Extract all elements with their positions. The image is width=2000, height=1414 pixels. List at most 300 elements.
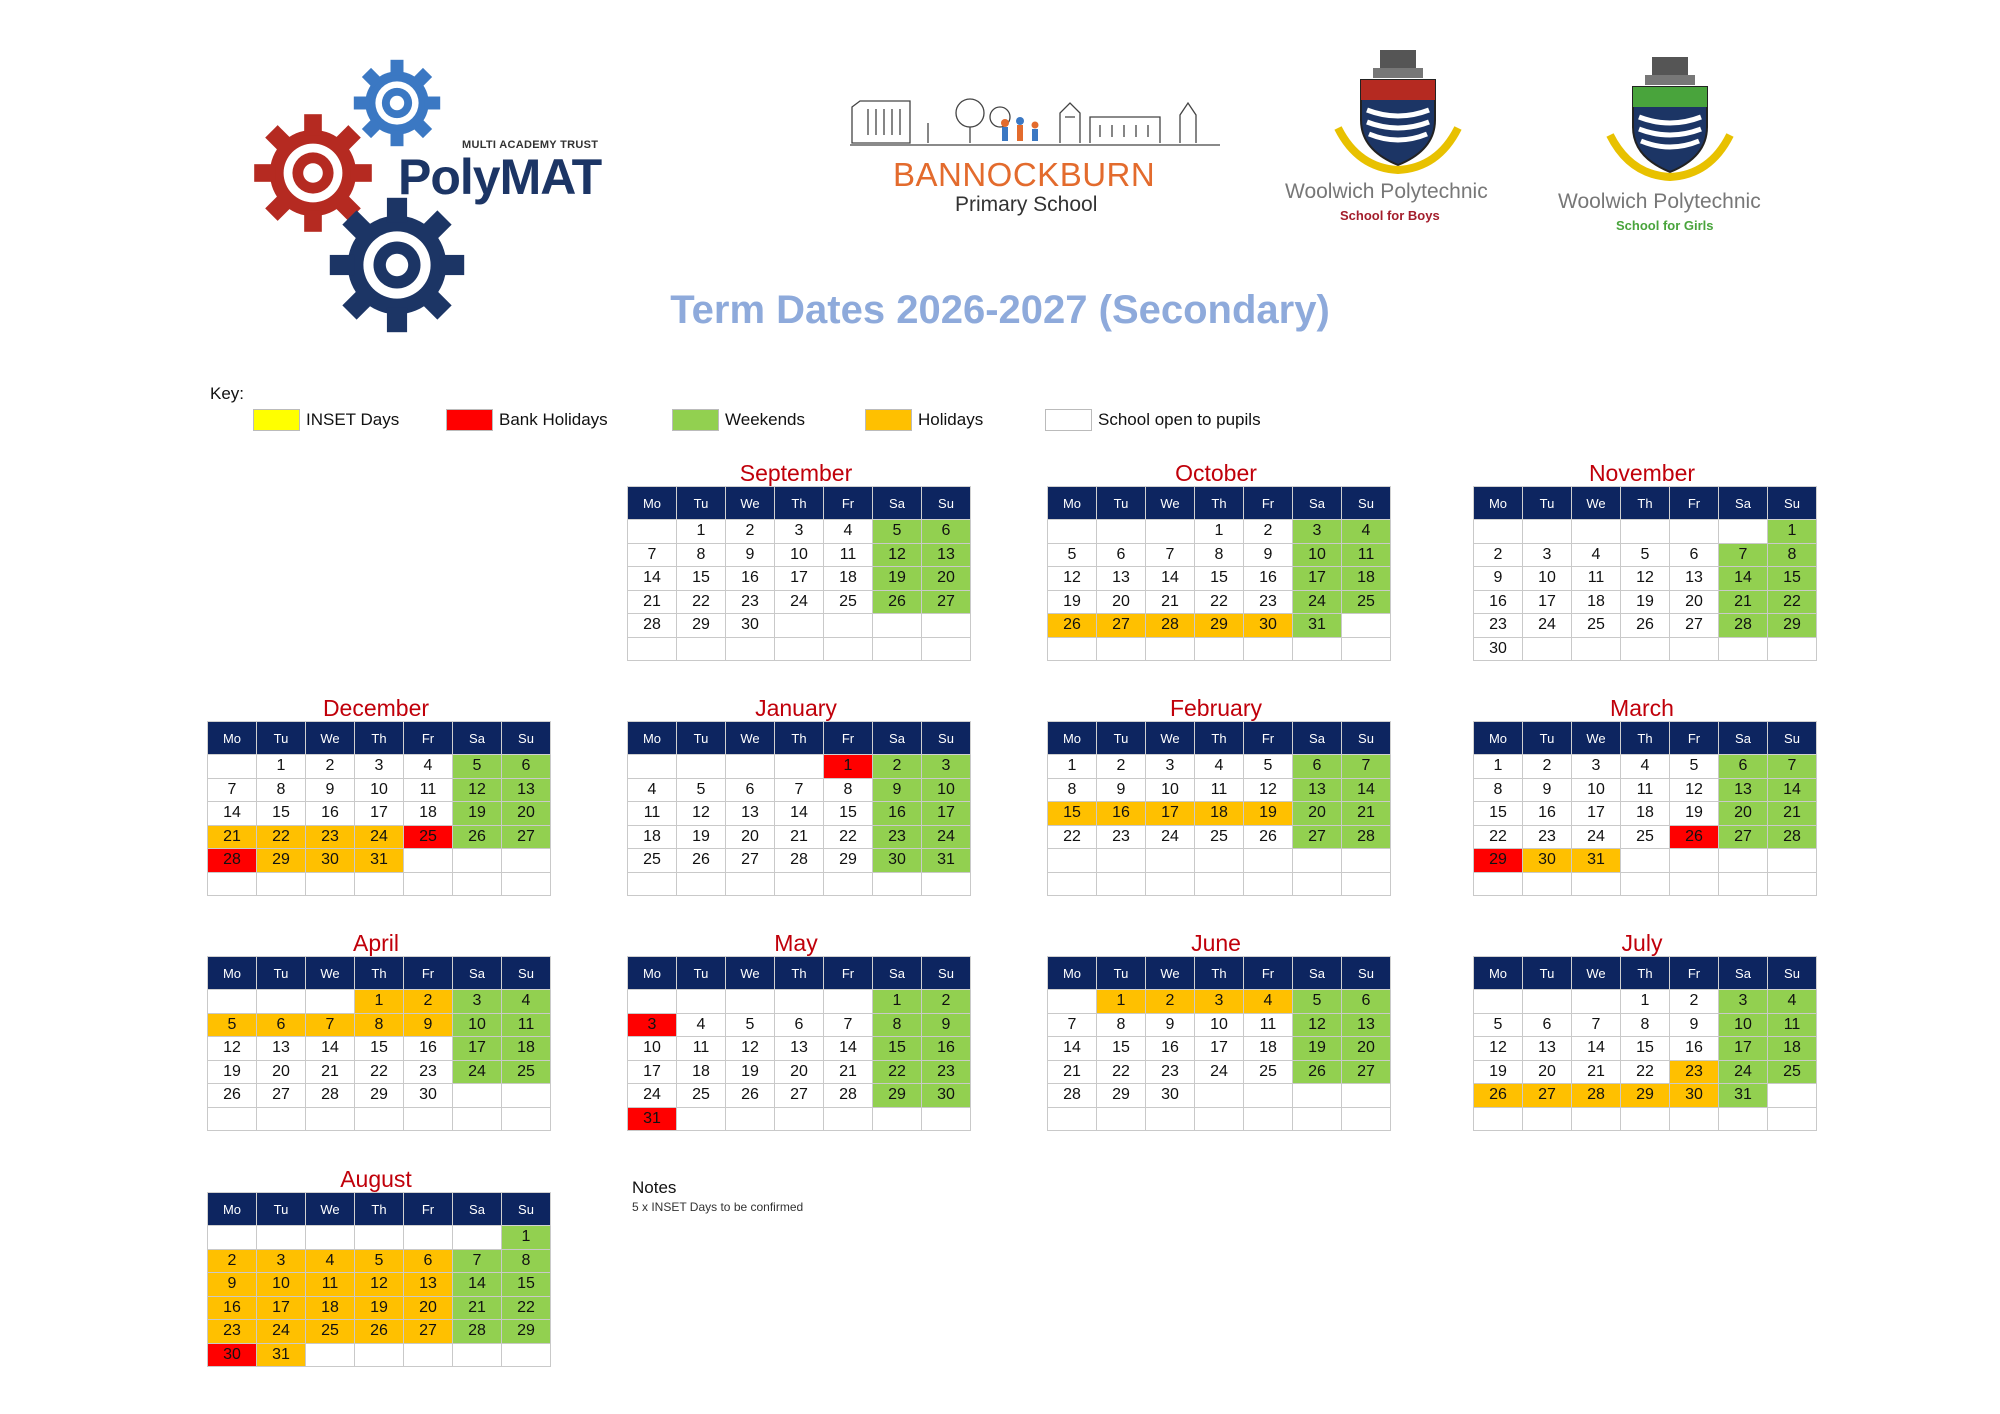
day-cell: 26 (677, 849, 726, 873)
weekday-header: Tu (677, 487, 726, 520)
day-cell: 16 (922, 1037, 971, 1061)
day-cell: 17 (1572, 802, 1621, 826)
day-cell: 5 (208, 1013, 257, 1037)
day-cell (1048, 520, 1097, 544)
day-cell: 31 (355, 849, 404, 873)
day-cell: 30 (1146, 1084, 1195, 1108)
day-cell: 24 (453, 1060, 502, 1084)
week-row (628, 1037, 971, 1061)
week-row (1048, 990, 1391, 1014)
day-cell: 2 (1670, 990, 1719, 1014)
day-cell (355, 1107, 404, 1131)
day-cell: 20 (257, 1060, 306, 1084)
day-cell (1244, 637, 1293, 661)
woolwich-girls-logo-text: Woolwich Polytechnic (1558, 190, 1761, 213)
day-cell (1719, 849, 1768, 873)
weekday-header: Su (1342, 487, 1391, 520)
page-title: Term Dates 2026-2027 (Secondary) (670, 288, 1330, 332)
day-cell (1572, 520, 1621, 544)
weekday-header: Th (355, 722, 404, 755)
day-cell: 26 (1474, 1084, 1523, 1108)
day-cell (208, 990, 257, 1014)
day-cell: 29 (1195, 614, 1244, 638)
day-cell: 12 (208, 1037, 257, 1061)
day-cell (628, 637, 677, 661)
weekday-header: Sa (1719, 957, 1768, 990)
day-cell: 9 (726, 543, 775, 567)
day-cell: 12 (873, 543, 922, 567)
day-cell (208, 1107, 257, 1131)
week-row (1048, 1107, 1391, 1131)
day-cell: 25 (1768, 1060, 1817, 1084)
weekday-header: We (1146, 957, 1195, 990)
day-cell: 14 (1768, 778, 1817, 802)
day-cell: 12 (355, 1273, 404, 1297)
day-cell (1342, 872, 1391, 896)
day-cell: 29 (1768, 614, 1817, 638)
day-cell: 2 (1146, 990, 1195, 1014)
day-cell: 22 (873, 1060, 922, 1084)
day-cell: 11 (1572, 567, 1621, 591)
day-cell (404, 1107, 453, 1131)
weekday-header: Th (775, 957, 824, 990)
day-cell: 20 (1670, 590, 1719, 614)
week-row (208, 1060, 551, 1084)
day-cell: 13 (1293, 778, 1342, 802)
day-cell (453, 1107, 502, 1131)
week-row (1474, 1060, 1817, 1084)
day-cell: 18 (502, 1037, 551, 1061)
day-cell: 27 (1719, 825, 1768, 849)
day-cell: 31 (257, 1343, 306, 1367)
day-cell (775, 637, 824, 661)
day-cell (1719, 520, 1768, 544)
key-item-label: Weekends (725, 410, 806, 429)
weekday-header: Sa (873, 722, 922, 755)
day-cell: 28 (1146, 614, 1195, 638)
day-cell (306, 1226, 355, 1250)
day-cell: 20 (726, 825, 775, 849)
day-cell: 4 (628, 778, 677, 802)
day-cell (208, 755, 257, 779)
week-row (1048, 637, 1391, 661)
day-cell (1342, 1107, 1391, 1131)
day-cell: 8 (1195, 543, 1244, 567)
weekday-header: Sa (1719, 487, 1768, 520)
weekday-header: Mo (1474, 957, 1523, 990)
day-cell: 11 (1621, 778, 1670, 802)
day-cell (355, 1343, 404, 1367)
day-cell (502, 1107, 551, 1131)
woolwich-boys-crest-icon (1333, 48, 1463, 178)
day-cell: 27 (257, 1084, 306, 1108)
week-row (1474, 590, 1817, 614)
week-row (1474, 990, 1817, 1014)
day-cell: 7 (824, 1013, 873, 1037)
woolwich-girls-crest-icon (1605, 55, 1735, 185)
week-row (1048, 755, 1391, 779)
month-title: November (1588, 460, 1696, 486)
day-cell: 3 (1572, 755, 1621, 779)
weekday-header: Fr (824, 957, 873, 990)
weekday-header: We (306, 722, 355, 755)
day-cell: 8 (1097, 1013, 1146, 1037)
weekday-header: We (726, 487, 775, 520)
day-cell: 22 (355, 1060, 404, 1084)
day-cell: 27 (726, 849, 775, 873)
day-cell: 3 (775, 520, 824, 544)
day-cell: 24 (1523, 614, 1572, 638)
day-cell: 3 (355, 755, 404, 779)
day-cell: 25 (1195, 825, 1244, 849)
day-cell: 17 (1195, 1037, 1244, 1061)
day-cell (306, 1107, 355, 1131)
day-cell (824, 872, 873, 896)
day-cell (1621, 872, 1670, 896)
day-cell: 3 (1195, 990, 1244, 1014)
day-cell: 10 (922, 778, 971, 802)
day-cell (1342, 637, 1391, 661)
day-cell (502, 872, 551, 896)
day-cell: 8 (1768, 543, 1817, 567)
day-cell (1293, 1107, 1342, 1131)
day-cell: 5 (1048, 543, 1097, 567)
day-cell: 2 (1474, 543, 1523, 567)
day-cell (1293, 637, 1342, 661)
key-swatch (446, 409, 493, 431)
day-cell: 24 (1195, 1060, 1244, 1084)
day-cell (824, 637, 873, 661)
day-cell: 19 (1048, 590, 1097, 614)
day-cell: 30 (1523, 849, 1572, 873)
day-cell (1474, 520, 1523, 544)
day-cell: 9 (404, 1013, 453, 1037)
day-cell: 6 (775, 1013, 824, 1037)
day-cell: 23 (306, 825, 355, 849)
day-cell: 19 (726, 1060, 775, 1084)
week-row (1048, 567, 1391, 591)
day-cell: 5 (355, 1249, 404, 1273)
day-cell (677, 1107, 726, 1131)
week-row (208, 1226, 551, 1250)
day-cell: 22 (257, 825, 306, 849)
day-cell: 8 (1048, 778, 1097, 802)
weekday-header: Su (922, 487, 971, 520)
month-title: September (739, 460, 853, 486)
day-cell (1048, 1107, 1097, 1131)
day-cell (1048, 849, 1097, 873)
day-cell: 17 (1293, 567, 1342, 591)
weekday-header: Fr (404, 1193, 453, 1226)
day-cell: 4 (1768, 990, 1817, 1014)
day-cell: 17 (1523, 590, 1572, 614)
day-cell: 25 (677, 1084, 726, 1108)
weekday-header-row (628, 722, 971, 755)
weekday-header: Fr (1670, 487, 1719, 520)
day-cell: 9 (1146, 1013, 1195, 1037)
day-cell: 14 (1146, 567, 1195, 591)
day-cell (1146, 872, 1195, 896)
day-cell: 26 (1244, 825, 1293, 849)
month-title: March (1610, 695, 1674, 721)
week-row (208, 825, 551, 849)
week-row (208, 1249, 551, 1273)
day-cell: 31 (1293, 614, 1342, 638)
day-cell: 8 (677, 543, 726, 567)
day-cell: 17 (355, 802, 404, 826)
day-cell: 11 (628, 802, 677, 826)
day-cell: 3 (257, 1249, 306, 1273)
day-cell (1572, 990, 1621, 1014)
day-cell: 4 (677, 1013, 726, 1037)
weekday-header: Su (502, 722, 551, 755)
day-cell: 1 (1048, 755, 1097, 779)
day-cell: 23 (1523, 825, 1572, 849)
day-cell (922, 1107, 971, 1131)
day-cell: 6 (502, 755, 551, 779)
day-cell: 21 (775, 825, 824, 849)
day-cell: 20 (502, 802, 551, 826)
day-cell: 21 (824, 1060, 873, 1084)
day-cell (1474, 872, 1523, 896)
week-row (1048, 825, 1391, 849)
day-cell: 9 (208, 1273, 257, 1297)
day-cell: 2 (922, 990, 971, 1014)
day-cell: 6 (404, 1249, 453, 1273)
day-cell: 30 (1670, 1084, 1719, 1108)
day-cell: 6 (1670, 543, 1719, 567)
month-calendar-october (1047, 460, 1385, 661)
day-cell (824, 614, 873, 638)
day-cell: 26 (355, 1320, 404, 1344)
day-cell: 15 (1097, 1037, 1146, 1061)
day-cell (1244, 849, 1293, 873)
day-cell: 28 (824, 1084, 873, 1108)
day-cell: 3 (1146, 755, 1195, 779)
weekday-header: Tu (1097, 722, 1146, 755)
week-row (1474, 755, 1817, 779)
week-row (628, 755, 971, 779)
day-cell (453, 1084, 502, 1108)
day-cell: 28 (628, 614, 677, 638)
day-cell: 15 (502, 1273, 551, 1297)
day-cell: 1 (873, 990, 922, 1014)
weekday-header: Th (1621, 722, 1670, 755)
day-cell: 21 (306, 1060, 355, 1084)
day-cell: 27 (1342, 1060, 1391, 1084)
month-calendar-january (627, 695, 965, 896)
day-cell: 28 (453, 1320, 502, 1344)
day-cell (726, 872, 775, 896)
weekday-header: Mo (1048, 487, 1097, 520)
weekday-header: Th (1195, 722, 1244, 755)
weekday-header: Su (1342, 722, 1391, 755)
day-cell: 29 (873, 1084, 922, 1108)
day-cell: 17 (453, 1037, 502, 1061)
weekday-header: Sa (453, 722, 502, 755)
weekday-header: We (1572, 957, 1621, 990)
day-cell (1768, 1107, 1817, 1131)
week-row (628, 1084, 971, 1108)
day-cell (775, 755, 824, 779)
day-cell (1719, 637, 1768, 661)
day-cell: 1 (1097, 990, 1146, 1014)
day-cell (257, 1107, 306, 1131)
day-cell: 24 (922, 825, 971, 849)
day-cell: 29 (1474, 849, 1523, 873)
day-cell: 17 (922, 802, 971, 826)
weekday-header: Mo (1474, 722, 1523, 755)
day-cell: 13 (502, 778, 551, 802)
day-cell: 22 (1768, 590, 1817, 614)
day-cell (1244, 1084, 1293, 1108)
day-cell (502, 1343, 551, 1367)
weekday-header: Th (775, 722, 824, 755)
day-cell: 16 (1097, 802, 1146, 826)
weekday-header: We (726, 722, 775, 755)
day-cell (1195, 849, 1244, 873)
day-cell (1523, 872, 1572, 896)
day-cell: 29 (355, 1084, 404, 1108)
week-row (1048, 872, 1391, 896)
weekday-header: Sa (873, 957, 922, 990)
day-cell (726, 1107, 775, 1131)
day-cell: 12 (677, 802, 726, 826)
day-cell: 24 (775, 590, 824, 614)
month-calendar-march (1473, 695, 1811, 896)
day-cell: 25 (824, 590, 873, 614)
week-row (1474, 1013, 1817, 1037)
month-table (1473, 721, 1817, 896)
day-cell: 24 (1293, 590, 1342, 614)
key-item-school-open (1045, 408, 1261, 432)
day-cell (1523, 637, 1572, 661)
weekday-header: Su (922, 957, 971, 990)
day-cell: 6 (1523, 1013, 1572, 1037)
weekday-header-row (1048, 722, 1391, 755)
month-title: January (755, 695, 837, 721)
day-cell (873, 637, 922, 661)
day-cell: 25 (1572, 614, 1621, 638)
day-cell: 13 (257, 1037, 306, 1061)
day-cell: 3 (1523, 543, 1572, 567)
day-cell (628, 755, 677, 779)
weekday-header: Sa (873, 487, 922, 520)
day-cell: 3 (922, 755, 971, 779)
weekday-header: Tu (1523, 957, 1572, 990)
day-cell: 27 (922, 590, 971, 614)
weekday-header: Su (1768, 722, 1817, 755)
day-cell: 11 (1342, 543, 1391, 567)
weekday-header: Sa (1293, 487, 1342, 520)
day-cell (922, 614, 971, 638)
week-row (628, 1060, 971, 1084)
weekday-header: We (306, 1193, 355, 1226)
day-cell: 21 (1719, 590, 1768, 614)
day-cell: 27 (1293, 825, 1342, 849)
week-row (1474, 1037, 1817, 1061)
week-row (1048, 1013, 1391, 1037)
day-cell: 27 (1670, 614, 1719, 638)
day-cell: 4 (1195, 755, 1244, 779)
day-cell: 14 (775, 802, 824, 826)
day-cell (1097, 637, 1146, 661)
day-cell: 7 (1342, 755, 1391, 779)
weekday-header: Su (922, 722, 971, 755)
day-cell (1244, 1107, 1293, 1131)
week-row (1048, 802, 1391, 826)
day-cell (453, 1226, 502, 1250)
day-cell: 21 (1342, 802, 1391, 826)
day-cell: 26 (1670, 825, 1719, 849)
day-cell: 28 (1719, 614, 1768, 638)
day-cell (306, 1343, 355, 1367)
day-cell: 2 (1523, 755, 1572, 779)
day-cell: 10 (257, 1273, 306, 1297)
day-cell (628, 872, 677, 896)
weekday-header-row (1474, 487, 1817, 520)
day-cell: 8 (824, 778, 873, 802)
day-cell: 16 (726, 567, 775, 591)
month-table (1047, 486, 1391, 661)
week-row (1048, 520, 1391, 544)
day-cell: 5 (1293, 990, 1342, 1014)
day-cell: 22 (1097, 1060, 1146, 1084)
weekday-header: Th (1621, 957, 1670, 990)
day-cell (824, 990, 873, 1014)
key-item-label: INSET Days (306, 410, 400, 429)
weekday-header-row (208, 1193, 551, 1226)
day-cell: 16 (404, 1037, 453, 1061)
weekday-header: Fr (404, 957, 453, 990)
month-title: June (1191, 930, 1241, 956)
day-cell: 3 (453, 990, 502, 1014)
day-cell: 12 (453, 778, 502, 802)
month-title: May (774, 930, 818, 956)
day-cell (726, 990, 775, 1014)
day-cell: 31 (1719, 1084, 1768, 1108)
day-cell: 15 (1474, 802, 1523, 826)
day-cell: 30 (404, 1084, 453, 1108)
day-cell: 8 (502, 1249, 551, 1273)
day-cell: 27 (1523, 1084, 1572, 1108)
day-cell: 21 (1146, 590, 1195, 614)
day-cell: 4 (1244, 990, 1293, 1014)
day-cell: 27 (775, 1084, 824, 1108)
day-cell: 2 (208, 1249, 257, 1273)
day-cell: 11 (1195, 778, 1244, 802)
day-cell: 2 (1097, 755, 1146, 779)
day-cell: 21 (1768, 802, 1817, 826)
day-cell: 26 (208, 1084, 257, 1108)
day-cell (1342, 1084, 1391, 1108)
day-cell: 8 (355, 1013, 404, 1037)
day-cell: 18 (1572, 590, 1621, 614)
day-cell (453, 849, 502, 873)
day-cell: 7 (306, 1013, 355, 1037)
weekday-header: We (726, 957, 775, 990)
weekday-header-row (1048, 957, 1391, 990)
weekday-header: Fr (1244, 722, 1293, 755)
day-cell: 13 (775, 1037, 824, 1061)
day-cell: 10 (1146, 778, 1195, 802)
day-cell: 19 (453, 802, 502, 826)
week-row (1474, 1107, 1817, 1131)
day-cell: 20 (1342, 1037, 1391, 1061)
day-cell: 24 (628, 1084, 677, 1108)
day-cell: 23 (726, 590, 775, 614)
day-cell: 24 (1572, 825, 1621, 849)
